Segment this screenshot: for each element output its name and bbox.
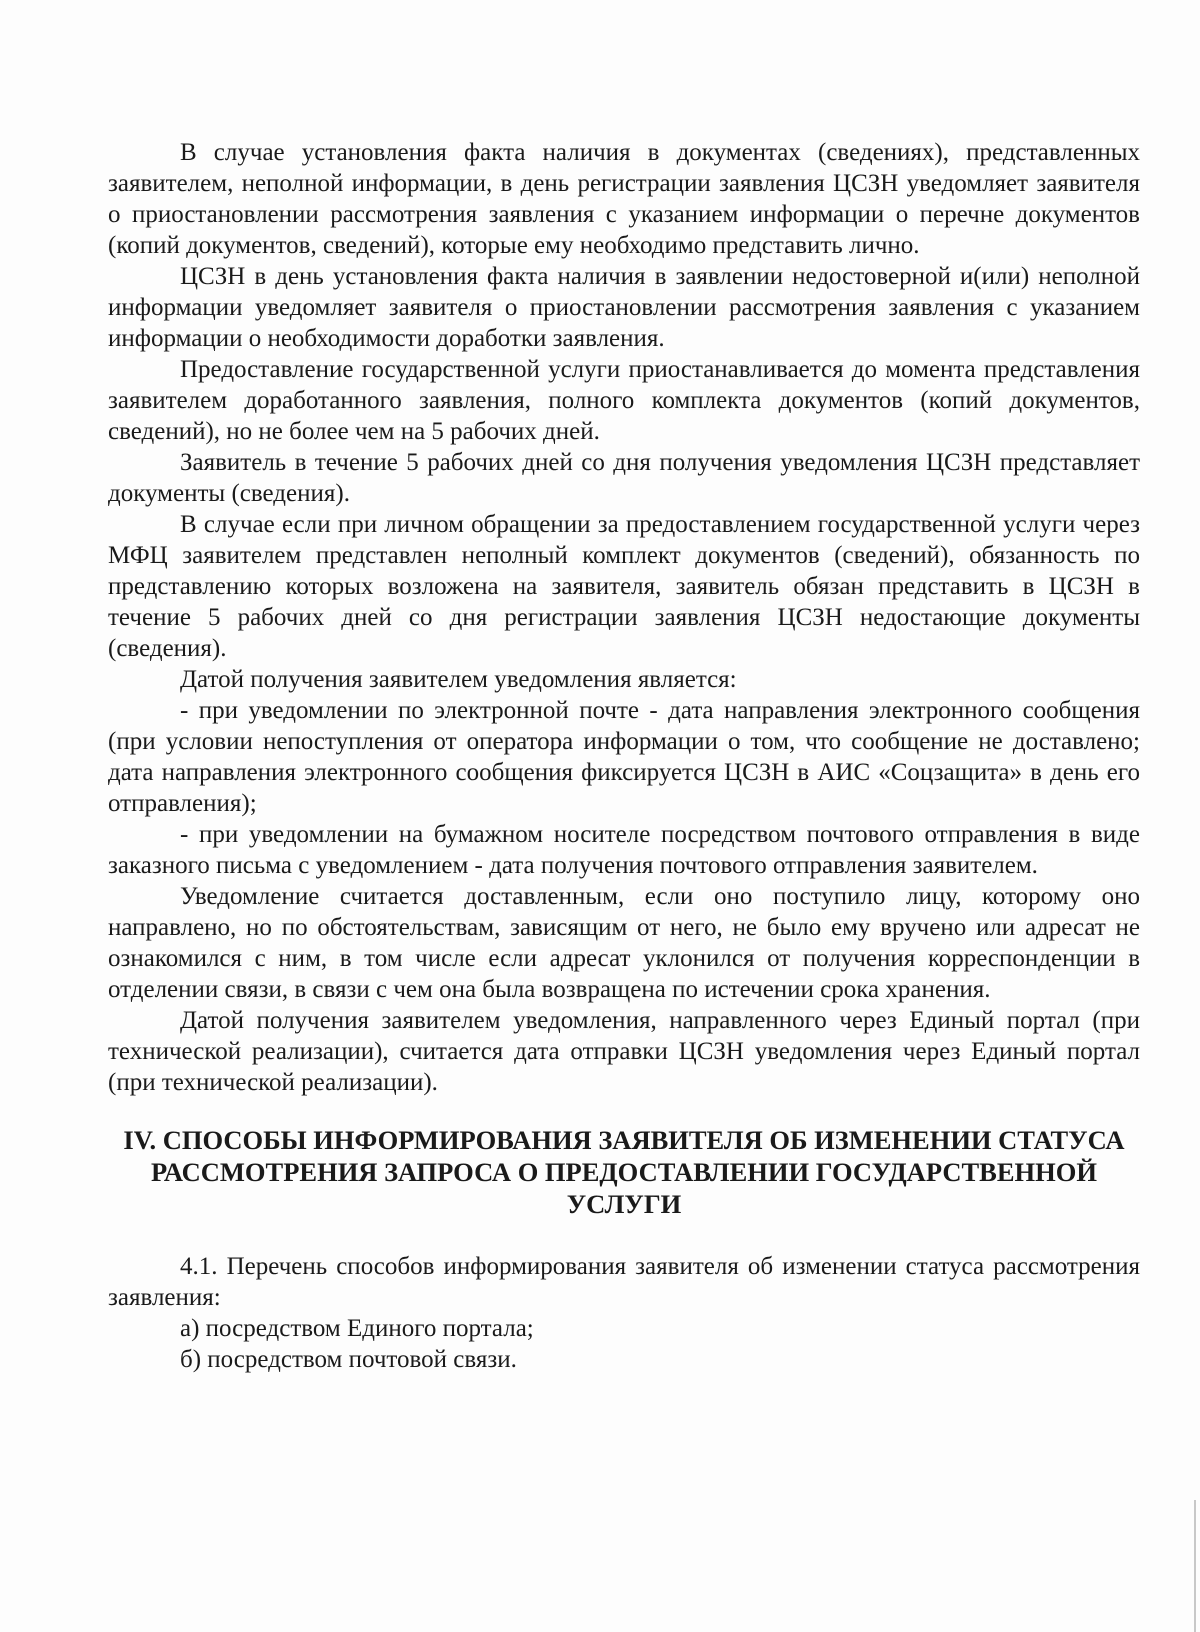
paragraph-applicant-submits: Заявитель в течение 5 рабочих дней со дня получения уведомления ЦСЗН представляет документы (сведения). [108,449,1140,507]
paragraph-delivered-notice: Уведомление считается доставленным, если оно поступило лицу, которому оно направлено, но по обстоятельствам, зависящим от него, не было ему вручено или адресат не ознакомился с ним, в том числе если адресат уклонился от получения корреспонденции в отделении связи, в связи с чем она была возвращена по истечении срока хранения. [108,883,1140,1003]
paragraph-portal-notice-date: Датой получения заявителем уведомления, направленного через Единый портал (при технической реализации), считается дата отправки ЦСЗН уведомления через Единый портал (при технической реализации). [108,1007,1140,1096]
document-body [108,137,1140,1375]
paragraph-mfc-incomplete-set: В случае если при личном обращении за предоставлением государственной услуги через МФЦ заявителем представлен неполный комплект документов (сведений), обязанность по представлению которых возложена на заявителя, заявитель обязан представить в ЦСЗН в течение 5 рабочих дней со дня регистрации заявления ЦСЗН недостающие документы (сведения). [108,511,1140,662]
paragraph-4-1-methods: 4.1. Перечень способов информирования заявителя об изменении статуса рассмотрения заявления: [108,1253,1140,1311]
paragraph-notice-date-intro: Датой получения заявителем уведомления является: [180,666,737,693]
paragraph-suspension-incomplete-info: В случае установления факта наличия в документах (сведениях), представленных заявителем, неполной информации, в день регистрации заявления ЦСЗН уведомляет заявителя о приостановлении рассмотрения заявления с указанием информации о перечне документов (копий документов, сведений), которые ему необходимо представить лично. [108,139,1140,259]
paragraph-paper-notice: - при уведомлении на бумажном носителе посредством почтового отправления в виде заказного письма с уведомлением - дата получения почтового отправления заявителем. [108,821,1140,879]
scan-edge-line [1194,1500,1196,1632]
paragraph-unreliable-info-notice: ЦСЗН в день установления факта наличия в заявлении недостоверной и(или) неполной информации уведомляет заявителя о приостановлении рассмотрения заявления с указанием информации о необходимости доработки заявления. [108,263,1140,352]
section-heading-iv: IV. СПОСОБЫ ИНФОРМИРОВАНИЯ ЗАЯВИТЕЛЯ ОБ ИЗМЕНЕНИИ СТАТУСА РАССМОТРЕНИЯ ЗАПРОСА О ПРЕДОСТАВЛЕНИИ ГОСУДАРСТВЕННОЙ УСЛУГИ [123,1125,1125,1219]
paragraph-service-suspended: Предоставление государственной услуги приостанавливается до момента представления заявителем доработанного заявления, полного комплекта документов (копий документов, сведений), но не более чем на 5 рабочих дней. [108,356,1140,445]
list-item-portal: а) посредством Единого портала; [180,1315,534,1342]
paragraph-email-notice: - при уведомлении по электронной почте - дата направления электронного сообщения (при условии непоступления от оператора информации о том, что сообщение не доставлено; дата направления электронного сообщения фиксируется ЦСЗН в АИС «Соцзащита» в день его отправления); [108,697,1140,817]
list-item-postal: б) посредством почтовой связи. [180,1346,517,1373]
